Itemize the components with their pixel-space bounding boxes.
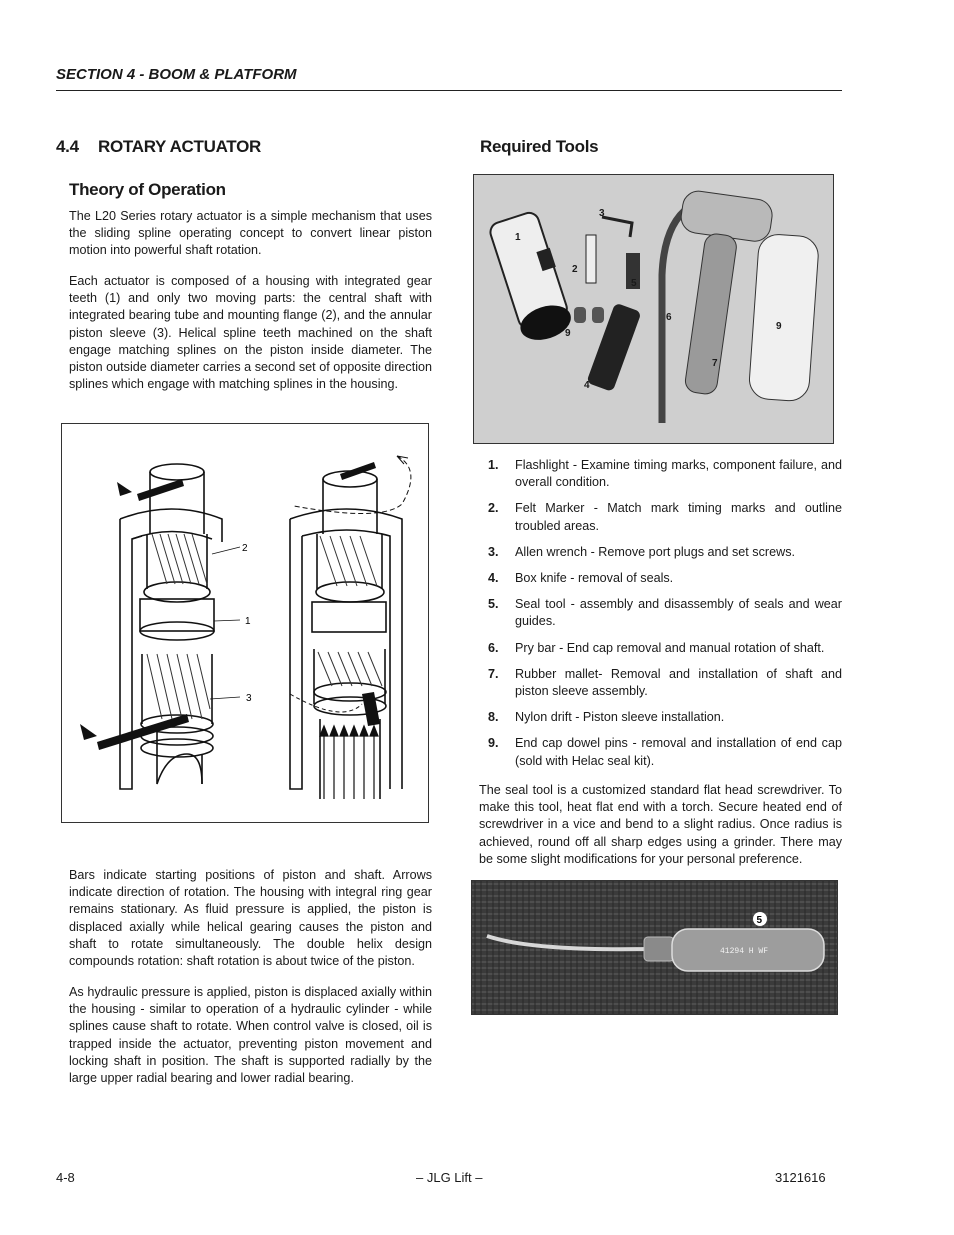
- photo-callout-5: 5: [631, 278, 637, 289]
- theory-paragraph-1: The L20 Series rotary actuator is a simple mechanism that uses the sliding spline operating concept to convert linear piston motion into powerful shaft rotation.: [69, 209, 432, 258]
- tool-item: 2. Felt Marker - Match mark timing marks and outline troubled areas.: [488, 501, 842, 533]
- tools-photo: [473, 174, 834, 444]
- photo-callout-7: 7: [712, 358, 718, 369]
- tool-item: 9. End cap dowel pins - removal and installation of end cap (sold with Helac seal kit).: [488, 736, 842, 768]
- section-title: SECTION 4 - BOOM & PLATFORM: [56, 66, 297, 83]
- screwdriver-photo-drawing: [472, 881, 837, 1014]
- tools-photo-drawing: [474, 175, 833, 443]
- photo-callout-1: 1: [515, 232, 521, 243]
- tool-item: 4. Box knife - removal of seals.: [488, 571, 674, 586]
- photo-callout-9a: 9: [565, 328, 571, 339]
- theory-paragraph-4: As hydraulic pressure is applied, piston is displaced axially within the housing - similar to operation of a hydraulic cylinder - while splines cause shaft to rotate. When control valve is closed, oil is trapped inside the actuator, preventing piston movement and locking shaft in position. The shaft is supported radially by the large upper radial bearing and lower radial bearing.: [69, 985, 432, 1086]
- section-heading-title: ROTARY ACTUATOR: [98, 137, 261, 156]
- tool-item: 6. Pry bar - End cap removal and manual rotation of shaft.: [488, 640, 825, 655]
- page-header: [56, 66, 842, 91]
- tool-item: 1. Flashlight - Examine timing marks, component failure, and overall condition.: [488, 458, 842, 490]
- actuator-cutaway-drawing: [62, 424, 428, 822]
- tool-item: 5. Seal tool - assembly and disassembly of seals and wear guides.: [488, 597, 842, 629]
- theory-paragraph-2: Each actuator is composed of a housing with integrated gear teeth (1) and only two moving parts: the central shaft with integrated bearing tube and mounting flange (2), and the annular piston sleeve (3). Helical spline teeth machined on the shaft engage matching splines on the piston inside diameter. The piston outside diameter carries a second set of opposite direction splines which engage with matching splines in the housing.: [69, 274, 432, 392]
- actuator-figure: [61, 423, 429, 823]
- figure-label-3: 3: [246, 693, 252, 704]
- photo-callout-9b: 9: [776, 321, 782, 332]
- seal-tool-paragraph: The seal tool is a customized standard flat head screwdriver. To make this tool, heat flat end with a torch. Secure heated end of screwdriver in a vice and bend to a slight radius. Once radius is achieved, round off all sharp edges using a grinder. There may be some slight modifications for your personal preference.: [479, 783, 842, 866]
- document-number: 3121616: [775, 1170, 826, 1185]
- theory-paragraph-3: Bars indicate starting positions of piston and shaft. Arrows indicate direction of rotation. The housing with integral ring gear remains stationary. As fluid pressure is applied, the piston is displaced axially while helical gearing causes the piston and shaft to rotate simultaneously. The double helix design compounds rotation: shaft rotation is about twice of the piston.: [69, 868, 432, 969]
- screwdriver-marking: 41294 H WF: [720, 947, 769, 956]
- figure-label-2: 2: [242, 543, 248, 554]
- section-number: 4.4: [56, 137, 79, 156]
- screwdriver-photo: [471, 880, 838, 1015]
- tool-item: 3. Allen wrench - Remove port plugs and set screws.: [488, 544, 795, 559]
- photo-callout-3: 3: [599, 208, 605, 219]
- photo-callout-6: 6: [666, 312, 672, 323]
- tool-item: 7. Rubber mallet- Removal and installation of shaft and piston sleeve assembly.: [488, 666, 842, 699]
- photo-callout-4: 4: [584, 380, 590, 391]
- theory-heading: Theory of Operation: [69, 180, 226, 199]
- footer-brand: – JLG Lift –: [416, 1170, 483, 1185]
- tools-list: [488, 457, 842, 779]
- photo-callout-2: 2: [572, 264, 578, 275]
- figure-label-1: 1: [245, 616, 251, 627]
- screwdriver-callout-5: 5: [756, 915, 763, 926]
- section-heading: [56, 137, 261, 157]
- tool-item: 8. Nylon drift - Piston sleeve installation.: [488, 710, 725, 725]
- page-number: 4-8: [56, 1170, 75, 1185]
- required-tools-heading: Required Tools: [480, 137, 599, 156]
